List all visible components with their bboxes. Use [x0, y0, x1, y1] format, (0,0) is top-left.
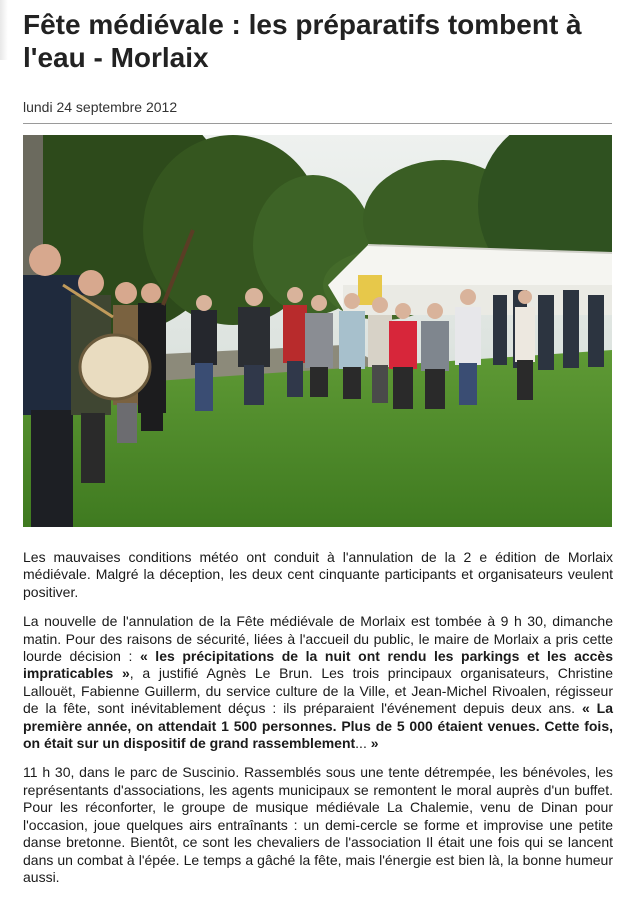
article-date: lundi 24 septembre 2012	[23, 99, 178, 115]
article-paragraph-2	[23, 613, 613, 752]
article-photo	[23, 135, 612, 527]
quote-mayor: « les précipitations de la nuit ont rendu les parkings et les accès impraticables »	[23, 648, 613, 682]
article-body	[23, 549, 613, 898]
quote-organisers: « La première année, on attendait 1 500 personnes. Plus de 5 000 étaient venues. Cette fois, on était sur un dispositif de grand rassemblement	[23, 700, 614, 752]
quote-close: »	[370, 735, 379, 752]
title-divider	[23, 123, 612, 124]
article-paragraph-3: 11 h 30, dans le parc de Suscinio. Rassemblés sous une tente détrempée, les bénévoles, les représentants d'associations, les agents municipaux se remontent le moral auprès d'un buffet. Pour les réconforter, le groupe de musique médiévale La Chalemie, venu de Dinan pour l'occasion, joue quelques airs entraînants : un demi-cercle se forme et improvise une petite danse bretonne. Bientôt, ce sont les chevaliers de l'association Il était une fois qui se lancent dans un combat à l'épée. Le temps a gâché la fête, mais l'énergie est bien là, la bonne humeur aussi.	[23, 764, 613, 885]
page-edge-shadow	[0, 0, 8, 60]
paragraph-2-text-1: La nouvelle de l'annulation de la Fête médiévale de Morlaix est tombée à 9 h 30, dimanche matin. Pour des raisons de sécurité, liées à l'accueil du public, le maire de Morlaix a pris cette lourde décision :	[23, 613, 613, 665]
article-lead: Les mauvaises conditions météo ont conduit à l'annulation de la 2 e édition de Morlaix médiévale. Malgré la déception, les deux cent cinquante participants et organisateurs veulent positiver.	[23, 549, 613, 600]
medieval-festival-photo-icon	[23, 135, 612, 527]
paragraph-2-ellipsis: ...	[355, 735, 371, 752]
article-title: Fête médiévale : les préparatifs tombent à l'eau - Morlaix	[23, 9, 582, 73]
paragraph-2-text-2: , a justifié Agnès Le Brun. Les trois principaux organisateurs, Christine Lallouët, Fabienne Guillerm, du service culture de la Ville, et Jean-Michel Rivoalen, régisseur de la fête, sont inévitablement déçus : ils préparaient l'événement depuis deux ans.	[23, 665, 613, 717]
